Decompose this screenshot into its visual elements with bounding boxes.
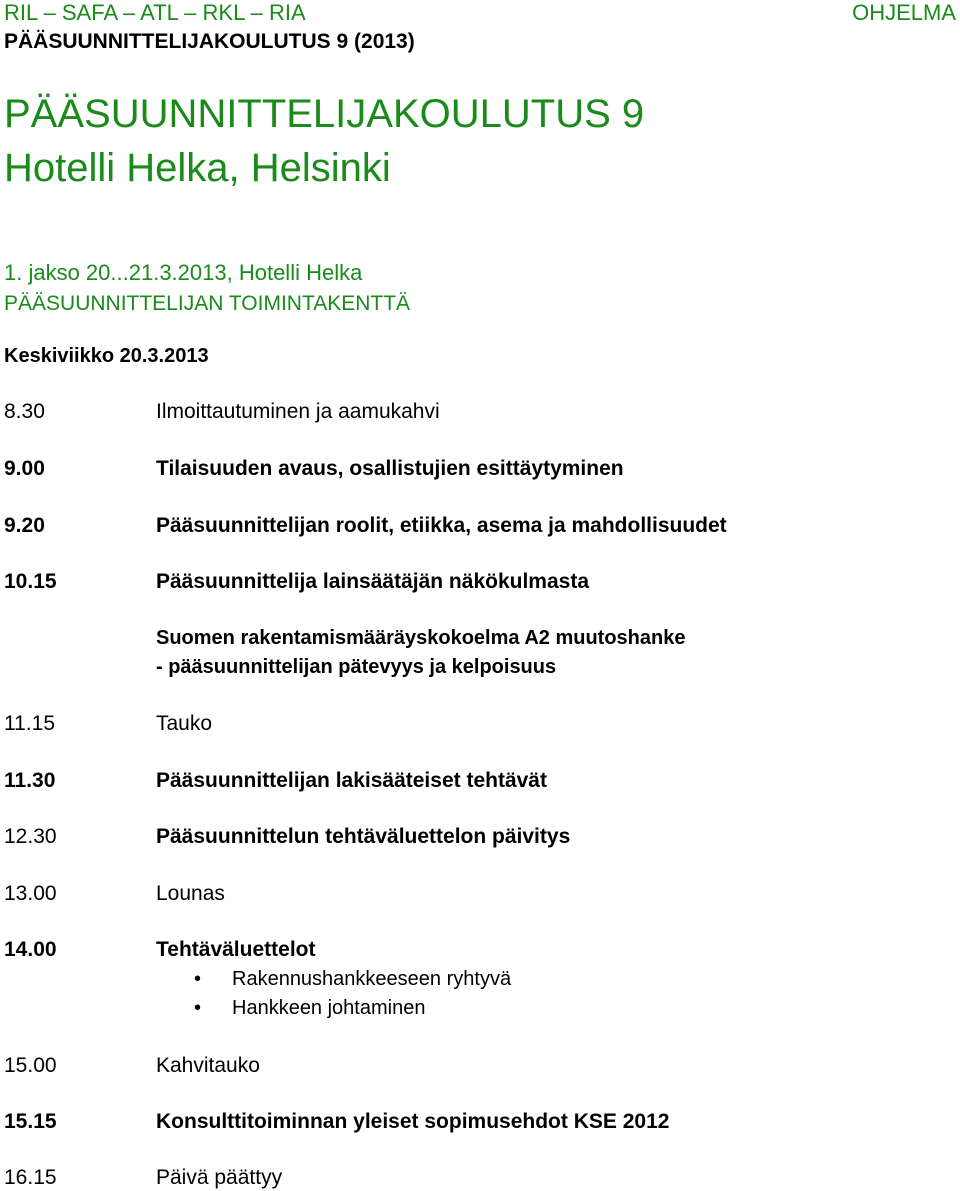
schedule-text: Pääsuunnittelijan lakisääteiset tehtävät bbox=[156, 769, 547, 792]
schedule-time: 13.00 bbox=[4, 882, 57, 905]
schedule-text: Konsulttitoiminnan yleiset sopimusehdot KSE 2012 bbox=[156, 1110, 670, 1133]
schedule-time: 9.20 bbox=[4, 514, 45, 537]
program-label: OHJELMA bbox=[852, 0, 956, 25]
list-item-text: Hankkeen johtaminen bbox=[232, 997, 426, 1019]
schedule-time: 11.15 bbox=[4, 712, 55, 735]
schedule-time: 8.30 bbox=[4, 400, 45, 423]
schedule-time: 9.00 bbox=[4, 457, 45, 480]
schedule-text: Päivä päättyy bbox=[156, 1166, 283, 1189]
schedule-time: 10.15 bbox=[4, 570, 57, 593]
schedule-text: Tilaisuuden avaus, osallistujien esittäytyminen bbox=[156, 457, 624, 480]
period-heading: 1. jakso 20...21.3.2013, Hotelli Helka bbox=[4, 260, 363, 285]
field-heading: PÄÄSUUNNITTELIJAN TOIMINTAKENTTÄ bbox=[4, 292, 411, 315]
schedule-time: 16.15 bbox=[4, 1166, 57, 1189]
bullet-icon: • bbox=[194, 968, 202, 990]
schedule-time: 15.00 bbox=[4, 1054, 57, 1077]
schedule-text: Kahvitauko bbox=[156, 1054, 260, 1077]
venue-title: Hotelli Helka, Helsinki bbox=[4, 146, 391, 190]
schedule-text: Ilmoittautuminen ja aamukahvi bbox=[156, 400, 440, 423]
page-header bbox=[4, 0, 956, 28]
a2-project-line: Suomen rakentamismääräyskokoelma A2 muutoshanke bbox=[156, 627, 686, 649]
schedule-text: Tauko bbox=[156, 712, 213, 735]
schedule-text: Pääsuunnittelun tehtäväluettelon päivitys bbox=[156, 825, 571, 848]
schedule-time: 12.30 bbox=[4, 825, 57, 848]
organizations: RIL – SAFA – ATL – RKL – RIA bbox=[4, 0, 306, 25]
schedule-text: Lounas bbox=[156, 882, 225, 905]
day-heading: Keskiviikko 20.3.2013 bbox=[4, 345, 209, 367]
schedule-text: Pääsuunnittelija lainsäätäjän näkökulmasta bbox=[156, 570, 589, 593]
list-item-text: Rakennushankkeeseen ryhtyvä bbox=[232, 968, 512, 990]
schedule-time: 11.30 bbox=[4, 769, 56, 792]
bullet-icon: • bbox=[194, 997, 202, 1019]
page-title: PÄÄSUUNNITTELIJAKOULUTUS 9 bbox=[4, 92, 645, 136]
schedule-time: 14.00 bbox=[4, 938, 57, 961]
schedule-text: Pääsuunnittelijan roolit, etiikka, asema ja mahdollisuudet bbox=[156, 514, 727, 537]
schedule-time: 15.15 bbox=[4, 1110, 57, 1133]
course-subtitle: PÄÄSUUNNITTELIJAKOULUTUS 9 (2013) bbox=[4, 30, 415, 53]
a2-qualification-line: - pääsuunnittelijan pätevyys ja kelpoisuus bbox=[156, 656, 557, 678]
schedule-text: Tehtäväluettelot bbox=[156, 938, 316, 961]
